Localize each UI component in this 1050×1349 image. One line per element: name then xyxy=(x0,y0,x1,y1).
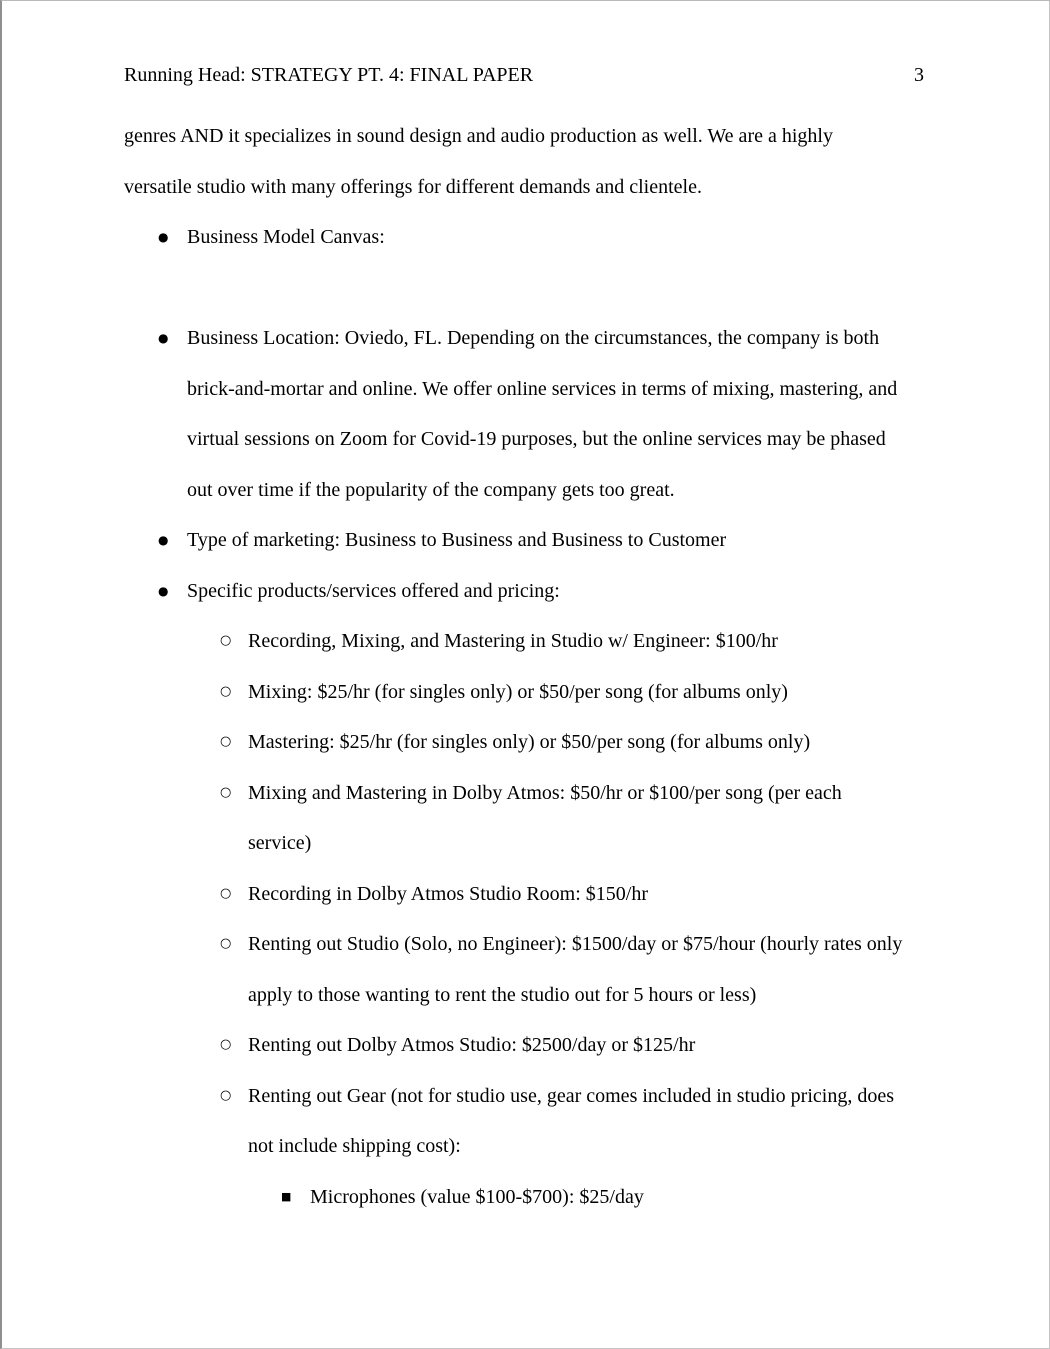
list-item-text: Recording in Dolby Atmos Studio Room: $150/hr xyxy=(248,882,649,905)
list-item xyxy=(124,1020,937,1071)
list-item-text: out over time if the popularity of the company gets too great. xyxy=(187,478,675,501)
list-item-text: Recording, Mixing, and Mastering in Studio w/ Engineer: $100/hr xyxy=(248,630,778,652)
list-item xyxy=(124,667,937,718)
list-item xyxy=(124,768,937,869)
list-item-text: Mixing: $25/hr (for singles only) or $50/per song (for albums only) xyxy=(248,680,788,703)
blank-line xyxy=(124,263,937,314)
list-item xyxy=(124,566,937,617)
bullet-circle-icon: ○ xyxy=(220,784,232,800)
list-item-text: Business Model Canvas: xyxy=(187,226,385,248)
list-item xyxy=(124,212,937,263)
bullet-circle-icon: ○ xyxy=(220,734,232,749)
bullet-circle-icon: ○ xyxy=(220,1037,232,1052)
paragraph-line: versatile studio with many offerings for different demands and clientele. xyxy=(124,175,702,198)
list-item-text: Type of marketing: Business to Business and Business to Customer xyxy=(187,529,727,551)
page-content xyxy=(2,1,1049,1222)
list-item xyxy=(124,919,937,1020)
bullet-circle-icon: ○ xyxy=(220,936,232,951)
bullet-disc-icon: ● xyxy=(158,533,169,547)
list-item-text: not include shipping cost): xyxy=(248,1135,461,1157)
list-item-text: Business Location: Oviedo, FL. Depending on the circumstances, the company is both xyxy=(187,327,880,349)
list-item-text: Microphones (value $100-$700): $25/day xyxy=(310,1185,644,1208)
bullet-disc-icon: ● xyxy=(158,583,169,598)
list-item-text: Specific products/services offered and pricing: xyxy=(187,579,560,602)
bullet-circle-icon: ○ xyxy=(220,1087,232,1103)
page-header xyxy=(124,50,937,100)
list-item-text: Mastering: $25/hr (for singles only) or $50/per song (for albums only) xyxy=(248,731,811,753)
list-item-text: Renting out Studio (Solo, no Engineer): $1500/day or $75/hour (hourly rates only xyxy=(248,933,903,955)
bullet-square-icon: ■ xyxy=(281,1189,292,1203)
list-item xyxy=(124,717,937,768)
paragraph-line: genres AND it specializes in sound design and audio production as well. We are a highly xyxy=(124,125,833,147)
list-item-text: apply to those wanting to rent the studio out for 5 hours or less) xyxy=(248,983,757,1006)
list-item xyxy=(124,515,937,566)
list-item xyxy=(124,616,937,667)
running-head: Running Head: STRATEGY PT. 4: FINAL PAPER xyxy=(124,64,534,86)
bullet-disc-icon: ● xyxy=(158,230,169,244)
list-item xyxy=(124,313,937,515)
list-item xyxy=(124,869,937,920)
page-number: 3 xyxy=(914,64,924,86)
body-text xyxy=(124,111,937,1222)
list-item-text: Renting out Dolby Atmos Studio: $2500/day or $125/hr xyxy=(248,1034,696,1056)
list-item-text: virtual sessions on Zoom for Covid-19 purposes, but the online services may be phased xyxy=(187,428,886,450)
list-item-text: brick-and-mortar and online. We offer online services in terms of mixing, mastering, and xyxy=(187,377,898,400)
list-item xyxy=(124,1071,937,1172)
bullet-circle-icon: ○ xyxy=(220,885,232,901)
bullet-circle-icon: ○ xyxy=(220,633,232,648)
bullet-circle-icon: ○ xyxy=(220,683,232,699)
list-item-text: service) xyxy=(248,832,312,854)
list-item xyxy=(124,1172,937,1223)
list-item-text: Renting out Gear (not for studio use, gear comes included in studio pricing, does xyxy=(248,1084,894,1107)
opening-paragraph xyxy=(124,111,937,212)
list-item-text: Mixing and Mastering in Dolby Atmos: $50/hr or $100/per song (per each xyxy=(248,781,842,804)
bullet-disc-icon: ● xyxy=(158,331,169,345)
